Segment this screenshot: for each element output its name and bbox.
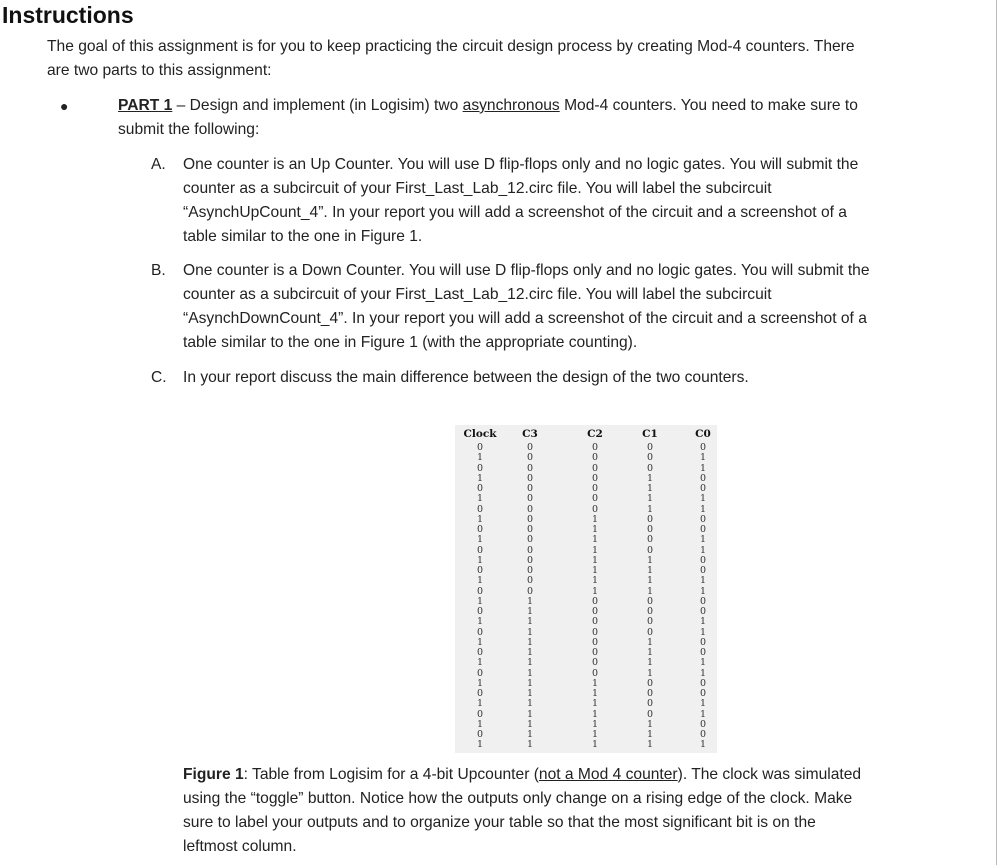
table-cell: 1 (646, 472, 654, 484)
table-cell: 0 (699, 442, 707, 453)
table-cell: 0 (476, 647, 484, 658)
caption-label: Figure 1 (183, 766, 244, 783)
table-cell: 0 (476, 462, 484, 474)
table-cell: 1 (646, 565, 654, 576)
table-cell: 1 (526, 606, 534, 617)
caption-line (183, 763, 861, 787)
table-cell: 0 (591, 452, 599, 464)
table-cell: 0 (591, 616, 599, 628)
table-cell: 1 (526, 718, 534, 730)
table-header: Clock (463, 428, 497, 440)
table-cell: 1 (646, 554, 654, 566)
table-cell: 1 (699, 534, 707, 546)
table-cell: 0 (526, 534, 534, 546)
table-cell: 0 (699, 729, 707, 740)
table-cell: 0 (699, 647, 707, 658)
table-cell: 1 (526, 647, 534, 658)
table-cell: 0 (646, 688, 654, 699)
table-cell: 1 (591, 585, 599, 597)
item-line: One counter is a Down Counter. You will use D flip-flops only and no logic gates. You will submit the (183, 262, 870, 279)
caption-text: ). The clock was simulated (677, 766, 862, 783)
intro-line: The goal of this assignment is for you to keep practicing the circuit design process by creating Mod-4 counters. There (47, 38, 855, 55)
caption-line: sure to label your outputs and to organize your table so that the most significant bit is on the (183, 814, 816, 831)
table-cell: 1 (526, 729, 534, 740)
table-cell: 0 (526, 503, 534, 515)
part1-text: – Design and implement (in Logisim) two (172, 97, 463, 114)
table-header: C1 (642, 428, 658, 440)
table-cell: 1 (591, 524, 599, 535)
table-cell: 0 (591, 493, 599, 505)
item-line: table similar to the one in Figure 1. (183, 228, 423, 245)
table-cell: 0 (591, 595, 599, 607)
table-cell: 0 (646, 606, 654, 617)
table-cell: 0 (526, 483, 534, 494)
table-cell: 1 (591, 718, 599, 730)
table-cell: 0 (646, 626, 654, 638)
table-cell: 1 (526, 667, 534, 679)
item-line: One counter is an Up Counter. You will use D flip-flops only and no logic gates. You will submit the (183, 156, 859, 173)
table-cell: 0 (699, 524, 707, 535)
table-cell: 1 (476, 513, 484, 525)
table-cell: 1 (591, 554, 599, 566)
table-cell: 1 (646, 739, 654, 751)
table-cell: 0 (476, 524, 484, 535)
table-cell: 1 (526, 636, 534, 648)
table-cell: 0 (526, 452, 534, 464)
table-cell: 1 (591, 513, 599, 525)
table-cell: 1 (699, 462, 707, 474)
table-cell: 1 (646, 575, 654, 587)
table-cell: 1 (699, 739, 707, 751)
item-marker: C. (151, 369, 167, 386)
table-header: C3 (522, 428, 538, 440)
part1-line: submit the following: (118, 121, 260, 138)
table-cell: 0 (476, 606, 484, 617)
table-cell: 1 (476, 493, 484, 505)
table-cell: 0 (699, 565, 707, 576)
caption-text: : Table from Logisim for a 4-bit Upcounter ( (243, 766, 539, 783)
table-cell: 0 (591, 636, 599, 648)
table-cell: 1 (699, 657, 707, 669)
table-cell: 0 (526, 575, 534, 587)
table-cell: 1 (591, 698, 599, 710)
table-cell: 0 (591, 667, 599, 679)
table-cell: 0 (476, 503, 484, 515)
caption-line: leftmost column. (183, 838, 297, 855)
table-cell: 0 (646, 595, 654, 607)
table-cell: 1 (646, 503, 654, 515)
table-cell: 0 (646, 534, 654, 546)
table-cell: 1 (591, 544, 599, 556)
table-cell: 0 (476, 544, 484, 556)
table-cell: 1 (526, 626, 534, 638)
table-cell: 1 (646, 647, 654, 658)
table-cell: 0 (699, 606, 707, 617)
part1-text: Mod-4 counters. You need to make sure to (559, 97, 858, 114)
bullet-icon: ● (60, 98, 69, 114)
table-cell: 0 (526, 565, 534, 576)
table-cell: 1 (476, 677, 484, 689)
part1-line (118, 94, 858, 118)
table-cell: 0 (699, 483, 707, 494)
table-cell: 1 (646, 657, 654, 669)
table-cell: 1 (646, 718, 654, 730)
table-cell: 0 (526, 442, 534, 453)
table-cell: 0 (646, 698, 654, 710)
table-cell: 1 (476, 472, 484, 484)
caption-underlined: not a Mod 4 counter (538, 766, 678, 783)
table-cell: 1 (699, 626, 707, 638)
table-cell: 0 (476, 442, 484, 453)
table-cell: 0 (699, 636, 707, 648)
item-line: counter as a subcircuit of your First_Last_Lab_12.circ file. You will label the subcircuit (183, 286, 772, 303)
table-header: C2 (587, 428, 603, 440)
table-cell: 0 (591, 626, 599, 638)
table-cell: 1 (646, 585, 654, 597)
table-cell: 0 (476, 483, 484, 494)
table-cell: 0 (591, 483, 599, 494)
table-cell: 1 (591, 575, 599, 587)
table-cell: 0 (526, 462, 534, 474)
intro-line: are two parts to this assignment: (47, 62, 272, 79)
table-cell: 1 (591, 565, 599, 576)
table-cell: 1 (476, 718, 484, 730)
item-line: “AsynchUpCount_4”. In your report you will add a screenshot of the circuit and a screenshot of a (183, 204, 847, 221)
table-cell: 0 (646, 462, 654, 474)
table-cell: 0 (591, 657, 599, 669)
table-cell: 0 (591, 647, 599, 658)
table-cell: 1 (699, 544, 707, 556)
item-line: In your report discuss the main difference between the design of the two counters. (183, 369, 749, 386)
table-cell: 0 (699, 472, 707, 484)
table-cell: 0 (646, 708, 654, 720)
item-marker: A. (151, 156, 166, 173)
table-cell: 0 (526, 585, 534, 597)
part1-label: PART 1 (118, 97, 173, 114)
table-cell: 0 (526, 544, 534, 556)
table-cell: 1 (476, 657, 484, 669)
table-cell: 1 (591, 739, 599, 751)
table-cell: 1 (699, 708, 707, 720)
item-marker: B. (151, 262, 166, 279)
table-cell: 1 (699, 503, 707, 515)
table-cell: 1 (476, 698, 484, 710)
table-cell: 1 (699, 667, 707, 679)
table-cell: 0 (699, 595, 707, 607)
table-cell: 0 (699, 513, 707, 525)
table-cell: 1 (476, 739, 484, 751)
table-cell: 0 (646, 452, 654, 464)
table-cell: 0 (476, 585, 484, 597)
table-cell: 1 (646, 729, 654, 740)
table-cell: 1 (699, 493, 707, 505)
table-cell: 0 (476, 688, 484, 699)
table-cell: 1 (526, 708, 534, 720)
table-cell: 0 (699, 677, 707, 689)
table-cell: 0 (476, 626, 484, 638)
item-line: counter as a subcircuit of your First_Last_Lab_12.circ file. You will label the subcircuit (183, 180, 772, 197)
table-cell: 1 (476, 595, 484, 607)
table-cell: 1 (646, 493, 654, 505)
item-line: “AsynchDownCount_4”. In your report you will add a screenshot of the circuit and a screenshot of a (183, 310, 867, 327)
table-cell: 1 (476, 636, 484, 648)
table-cell: 1 (526, 657, 534, 669)
table-cell: 0 (699, 554, 707, 566)
table-cell: 1 (526, 688, 534, 699)
table-cell: 0 (526, 554, 534, 566)
table-cell: 1 (646, 483, 654, 494)
table-cell: 0 (526, 524, 534, 535)
table-cell: 0 (591, 503, 599, 515)
page-border (996, 0, 997, 865)
counter-table (455, 425, 717, 753)
table-cell: 0 (476, 729, 484, 740)
table-cell: 0 (646, 513, 654, 525)
table-cell: 0 (476, 565, 484, 576)
table-cell: 1 (476, 575, 484, 587)
table-cell: 1 (699, 452, 707, 464)
table-cell: 0 (646, 616, 654, 628)
table-cell: 1 (526, 739, 534, 751)
table-cell: 1 (526, 677, 534, 689)
table-cell: 1 (591, 688, 599, 699)
table-cell: 0 (699, 688, 707, 699)
part1-underlined: asynchronous (462, 97, 560, 114)
table-cell: 1 (591, 729, 599, 740)
table-cell: 1 (699, 575, 707, 587)
page-title: Instructions (2, 2, 134, 28)
table-cell: 0 (591, 606, 599, 617)
table-cell: 1 (476, 616, 484, 628)
table-cell: 0 (646, 677, 654, 689)
table-cell: 0 (699, 718, 707, 730)
table-cell: 0 (646, 544, 654, 556)
table-cell: 0 (476, 708, 484, 720)
table-cell: 1 (476, 554, 484, 566)
table-cell: 1 (591, 534, 599, 546)
table-cell: 0 (646, 442, 654, 453)
item-line: table similar to the one in Figure 1 (with the appropriate counting). (183, 334, 638, 351)
table-cell: 0 (591, 462, 599, 474)
table-cell: 1 (646, 667, 654, 679)
table-cell: 1 (699, 698, 707, 710)
table-cell: 1 (699, 616, 707, 628)
table-cell: 1 (476, 534, 484, 546)
caption-line: using the “toggle” button. Notice how the outputs only change on a rising edge of the clock. Make (183, 790, 853, 807)
table-cell: 1 (591, 708, 599, 720)
table-cell: 0 (526, 493, 534, 505)
table-cell: 1 (526, 595, 534, 607)
table-cell: 0 (646, 524, 654, 535)
table-cell: 0 (526, 513, 534, 525)
table-cell: 1 (591, 677, 599, 689)
table-cell: 0 (591, 442, 599, 453)
table-cell: 0 (526, 472, 534, 484)
table-cell: 1 (526, 616, 534, 628)
table-cell: 1 (476, 452, 484, 464)
table-cell: 1 (526, 698, 534, 710)
table-header: C0 (695, 428, 711, 440)
table-cell: 0 (476, 667, 484, 679)
table-cell: 0 (591, 472, 599, 484)
table-cell: 1 (699, 585, 707, 597)
table-cell: 1 (646, 636, 654, 648)
